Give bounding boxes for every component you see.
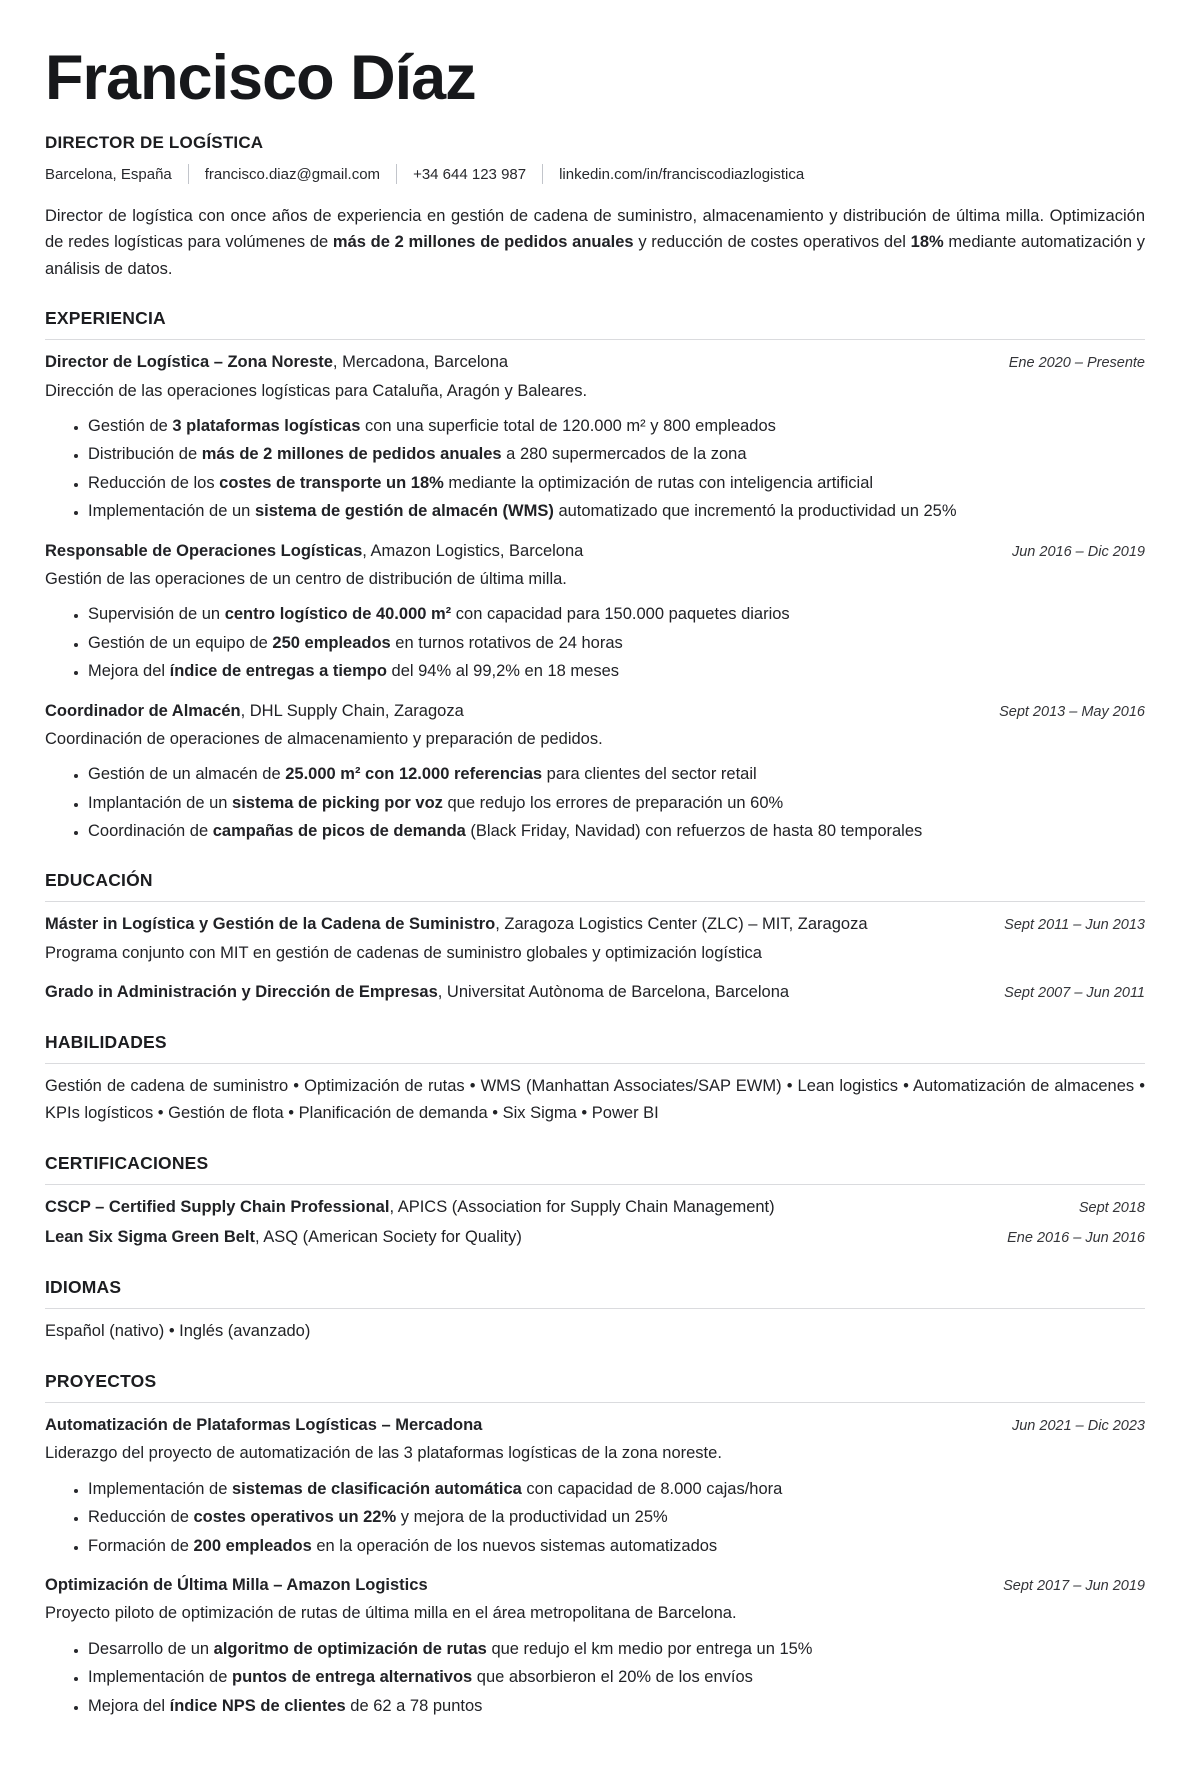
bullet-item: • Implementación de un sistema de gestión de almacén (WMS) automatizado que incrementó la productividad un 25% — [88, 498, 1145, 524]
entry-head — [45, 1412, 1145, 1438]
section-experiencia — [45, 308, 1145, 844]
contact-divider — [188, 164, 189, 184]
entry — [45, 349, 1145, 524]
bullet-item: • Desarrollo de un algoritmo de optimización de rutas que redujo el km medio por entrega un 15% — [88, 1636, 1145, 1662]
section-body — [45, 349, 1145, 844]
bullet-item: • Coordinación de campañas de picos de demanda (Black Friday, Navidad) con refuerzos de hasta 80 temporales — [88, 818, 1145, 844]
entry-subtitle: Programa conjunto con MIT en gestión de cadenas de suministro globales y optimización logística — [45, 943, 762, 962]
bullet-item: • Mejora del índice de entregas a tiempo del 94% al 99,2% en 18 meses — [88, 658, 1145, 684]
bullet-item: • Reducción de costes operativos un 22% y mejora de la productividad un 25% — [88, 1504, 1145, 1530]
section-title: IDIOMAS — [45, 1277, 1145, 1309]
entry-bullets — [45, 1636, 1145, 1719]
professional-summary: Director de logística con once años de experiencia en gestión de cadena de suministro, almacenamiento y distribución de última milla. Optimización de redes logísticas para volúmenes de más de 2 millones de pedidos anuales y reducción de costes operativos del 18% mediante automatización y análisis de datos. — [45, 207, 1145, 278]
entry-date: Sept 2013 – May 2016 — [999, 703, 1145, 720]
contact-divider — [396, 164, 397, 184]
section-title: PROYECTOS — [45, 1371, 1145, 1403]
section-title: CERTIFICACIONES — [45, 1153, 1145, 1185]
bullet-item: • Implementación de sistemas de clasificación automática con capacidad de 8.000 cajas/hora — [88, 1476, 1145, 1502]
entry-bullets — [45, 413, 1145, 525]
section-body — [45, 1318, 1145, 1345]
section-body — [45, 1073, 1145, 1127]
entry-head — [45, 1572, 1145, 1598]
section-certificaciones — [45, 1153, 1145, 1251]
section-proyectos — [45, 1371, 1145, 1719]
entry — [45, 538, 1145, 685]
entry-head — [45, 1224, 1145, 1250]
person-name: Francisco Díaz — [45, 43, 476, 113]
entry-subtitle: Dirección de las operaciones logísticas para Cataluña, Aragón y Baleares. — [45, 381, 588, 400]
bullet-item: • Mejora del índice NPS de clientes de 62 a 78 puntos — [88, 1693, 1145, 1719]
bullet-item: • Gestión de un equipo de 250 empleados en turnos rotativos de 24 horas — [88, 630, 1145, 656]
entry-subtitle: Liderazgo del proyecto de automatización de las 3 plataformas logísticas de la zona noreste. — [45, 1444, 722, 1463]
bullet-item: • Supervisión de un centro logístico de 40.000 m² con capacidad para 150.000 paquetes diarios — [88, 601, 1145, 627]
entry-date: Jun 2021 – Dic 2023 — [1011, 1418, 1145, 1435]
entry — [45, 979, 1145, 1005]
entry-date: Jun 2016 – Dic 2019 — [1011, 543, 1145, 560]
entry-date: Sept 2018 — [1078, 1200, 1145, 1217]
entry-title: Optimización de Última Milla – Amazon Logistics — [45, 1576, 428, 1595]
bullet-item: • Distribución de más de 2 millones de pedidos anuales a 280 supermercados de la zona — [88, 441, 1145, 467]
section-habilidades — [45, 1032, 1145, 1127]
entry — [45, 1224, 1145, 1250]
entry-date: Sept 2011 – Jun 2013 — [1004, 917, 1145, 934]
entry-head — [45, 979, 1145, 1005]
entry-title: Lean Six Sigma Green Belt, ASQ (American Society for Quality) — [45, 1228, 522, 1247]
contact-location: Barcelona, España — [45, 165, 172, 183]
entry-head — [45, 1194, 1145, 1220]
entry — [45, 911, 1145, 966]
entry-head — [45, 538, 1145, 564]
entry-title: Director de Logística – Zona Noreste, Mercadona, Barcelona — [45, 353, 509, 372]
entry-subtitle: Proyecto piloto de optimización de rutas de última milla en el área metropolitana de Barcelona. — [45, 1604, 737, 1623]
resume-sections — [45, 308, 1145, 1719]
entry — [45, 698, 1145, 845]
bullet-item: • Reducción de los costes de transporte un 18% mediante la optimización de rutas con inteligencia artificial — [88, 470, 1145, 496]
contact-linkedin: linkedin.com/in/franciscodiazlogistica — [559, 165, 805, 183]
entry-title: Máster in Logística y Gestión de la Cadena de Suministro, Zaragoza Logistics Center (ZLC) – MIT, Zaragoza — [45, 915, 868, 934]
contact-row — [45, 164, 1145, 184]
job-role-title: DIRECTOR DE LOGÍSTICA — [45, 133, 264, 153]
entry-bullets — [45, 761, 1145, 844]
entry-title: CSCP – Certified Supply Chain Professional, APICS (Association for Supply Chain Management) — [45, 1198, 775, 1217]
section-educacion — [45, 870, 1145, 1005]
section-body — [45, 1412, 1145, 1719]
entry-date: Ene 2020 – Presente — [1008, 355, 1145, 372]
entry — [45, 1194, 1145, 1220]
entry-head — [45, 349, 1145, 375]
entry-title: Automatización de Plataformas Logísticas – Mercadona — [45, 1416, 483, 1435]
entry-date: Ene 2016 – Jun 2016 — [1007, 1230, 1145, 1247]
section-idiomas — [45, 1277, 1145, 1345]
contact-phone: +34 644 123 987 — [413, 165, 527, 183]
entry-subtitle: Gestión de las operaciones de un centro de distribución de última milla. — [45, 569, 567, 588]
section-title: HABILIDADES — [45, 1032, 1145, 1064]
entry-date: Sept 2007 – Jun 2011 — [1004, 985, 1145, 1002]
bullet-item: • Implantación de un sistema de picking por voz que redujo los errores de preparación un 60% — [88, 790, 1145, 816]
entry — [45, 1412, 1145, 1559]
section-body — [45, 1194, 1145, 1251]
entry-title: Responsable de Operaciones Logísticas, Amazon Logistics, Barcelona — [45, 541, 584, 560]
contact-email: francisco.diaz@gmail.com — [204, 165, 381, 183]
bullet-item: • Gestión de 3 plataformas logísticas con una superficie total de 120.000 m² y 800 empleados — [88, 413, 1145, 439]
bullet-item: • Gestión de un almacén de 25.000 m² con 12.000 referencias para clientes del sector retail — [88, 761, 1145, 787]
contact-divider — [542, 164, 543, 184]
resume-header — [45, 44, 1145, 282]
bullet-item: • Formación de 200 empleados en la operación de los nuevos sistemas automatizados — [88, 1533, 1145, 1559]
bullet-item: • Implementación de puntos de entrega alternativos que absorbieron el 20% de los envíos — [88, 1664, 1145, 1690]
entry-subtitle: Coordinación de operaciones de almacenamiento y preparación de pedidos. — [45, 729, 603, 748]
entry-bullets — [45, 601, 1145, 684]
section-title: EDUCACIÓN — [45, 870, 1145, 902]
habilidades-inline-list: Gestión de cadena de suministro • Optimización de rutas • WMS (Manhattan Associates/SAP EWM) • Lean logistics • Automatización de almacenes • KPIs logísticos • Gestión de flota • Planificación de demanda • Six Sigma • Power BI — [45, 1076, 1145, 1122]
entry-title: Coordinador de Almacén, DHL Supply Chain, Zaragoza — [45, 701, 464, 720]
entry-title: Grado in Administración y Dirección de Empresas, Universitat Autònoma de Barcelona, Barcelona — [45, 983, 790, 1002]
entry-date: Sept 2017 – Jun 2019 — [1003, 1578, 1145, 1595]
entry-head — [45, 911, 1145, 937]
section-body — [45, 911, 1145, 1005]
entry-bullets — [45, 1476, 1145, 1559]
entry — [45, 1572, 1145, 1719]
idiomas-inline-list: Español (nativo) • Inglés (avanzado) — [45, 1321, 311, 1340]
section-title: EXPERIENCIA — [45, 308, 1145, 340]
entry-head — [45, 698, 1145, 724]
